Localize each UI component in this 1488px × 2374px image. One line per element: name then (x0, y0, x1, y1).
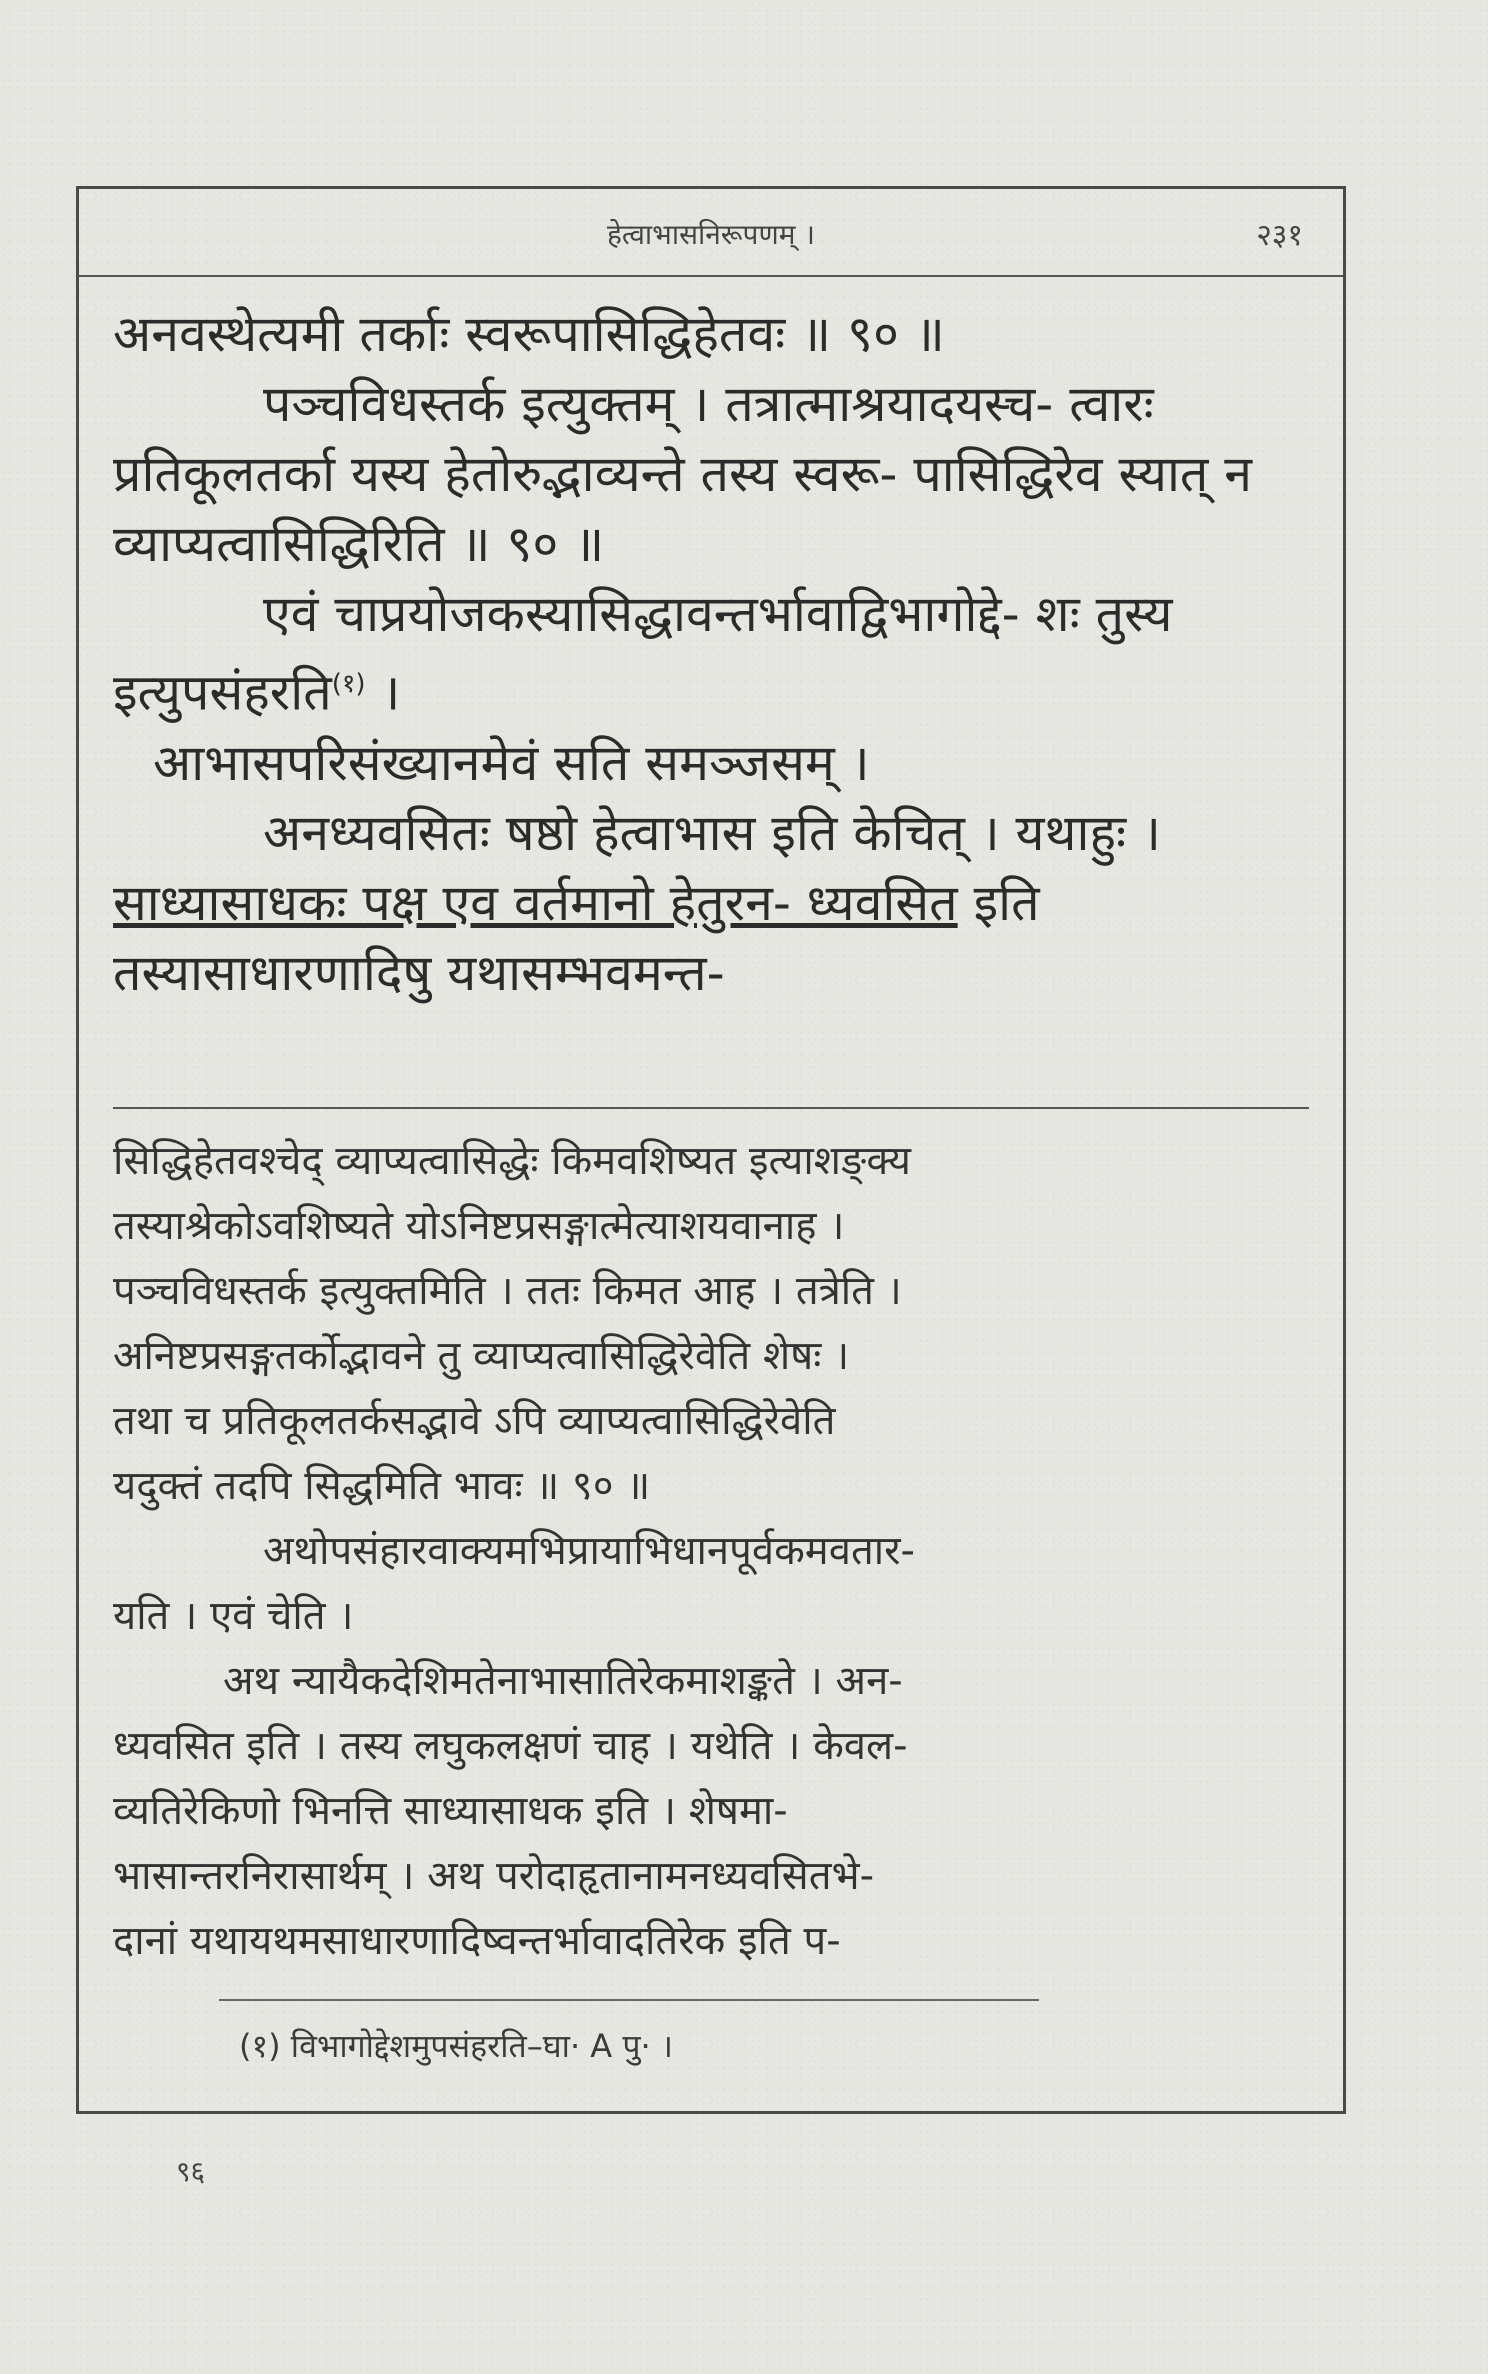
commentary-line: भासान्तरनिरासार्थम् । अथ परोदाहृतानामनध्यवसितभे- (113, 1853, 875, 1899)
commentary-line: व्यतिरेकिणो भिनत्ति साध्यासाधक इति । शेषमा- (113, 1788, 788, 1834)
commentary-separator (113, 1107, 1309, 1109)
commentary-line: सिद्धिहेतवश्चेद् व्याप्यत्वासिद्धेः किमवशिष्यत इत्याशङ्क्य (113, 1138, 911, 1184)
footnote: (१) विभागोद्देशमुपसंहरति–घा· A पु· । (239, 2027, 674, 2065)
verse-91: आभासपरिसंख्यानमेवं सति समञ्जसम् । (153, 733, 870, 792)
commentary-line: यति । एवं चेति । (113, 1593, 354, 1639)
signature-mark: ९६ (176, 2155, 206, 2188)
main-paragraph-1: पञ्चविधस्तर्क इत्युक्तम् । तत्रात्माश्रयादयस्च- त्वारः प्रतिकूलतर्का यस्य हेतोरुद्भाव्यन्ते तस्य स्वरू- पासिद्धिरेव स्यात् न व्याप्यत्वासिद्धिरिति ॥ ९० ॥ (113, 375, 1253, 573)
verse-90: अनवस्थेत्यमी तर्काः स्वरूपासिद्धिहेतवः ॥ ९० ॥ (113, 305, 945, 363)
footnote-rule (219, 1999, 1039, 2001)
footnote-marker: (१) (331, 669, 366, 699)
commentary-line: अथ न्यायैकदेशिमतेनाभासातिरेकमाशङ्कते । अन- (223, 1658, 903, 1704)
main-paragraph-2-end: । (365, 663, 401, 722)
main-paragraph-3 (113, 798, 1309, 1008)
page-frame (76, 186, 1346, 2114)
main-paragraph-2-text: एवं चाप्रयोजकस्यासिद्धावन्तर्भावाद्विभागोद्दे- शः तुस्य इत्युपसंहरति (113, 585, 1173, 722)
running-head (79, 189, 1343, 277)
main-paragraph-2 (113, 579, 1309, 728)
main-paragraph-3-b: इति तस्यासाधारणादिषु यथासम्भवमन्त- (113, 873, 1040, 1002)
commentary-line: यदुक्तं तदपि सिद्धमिति भावः ॥ ९० ॥ (113, 1463, 651, 1509)
commentary-line: तस्याश्रेकोऽवशिष्यते योऽनिष्टप्रसङ्गात्मेत्याशयवानाह । (113, 1203, 845, 1249)
commentary-line: पञ्चविधस्तर्क इत्युक्तमिति । ततः किमत आह । तत्रेति । (113, 1268, 902, 1314)
commentary-line: अनिष्टप्रसङ्गतर्कोद्भावने तु व्याप्यत्वासिद्धिरेवेति शेषः । (113, 1333, 850, 1379)
main-text (113, 299, 1309, 1008)
commentary (113, 1129, 1309, 1974)
commentary-line: तथा च प्रतिकूलतर्कसद्भावे ऽपि व्याप्यत्वासिद्धिरेवेति (113, 1398, 836, 1444)
page-number: २३१ (1256, 218, 1303, 253)
commentary-line: दानां यथायथमसाधारणादिष्वन्तर्भावादतिरेक इति प- (113, 1918, 841, 1964)
running-title: हेत्वाभासनिरूपणम् । (607, 218, 815, 251)
commentary-line: अथोपसंहारवाक्यमभिप्रायाभिधानपूर्वकमवतार- (263, 1528, 915, 1574)
main-paragraph-3-a: अनध्यवसितः षष्ठो हेत्वाभास इति केचित् । यथाहुः । (263, 803, 1161, 862)
main-paragraph-3-quote: साध्यासाधकः पक्ष एव वर्तमानो हेतुरन- ध्यवसित (113, 873, 958, 932)
commentary-line: ध्यवसित इति । तस्य लघुकलक्षणं चाह । यथेति । केवल- (113, 1723, 908, 1769)
